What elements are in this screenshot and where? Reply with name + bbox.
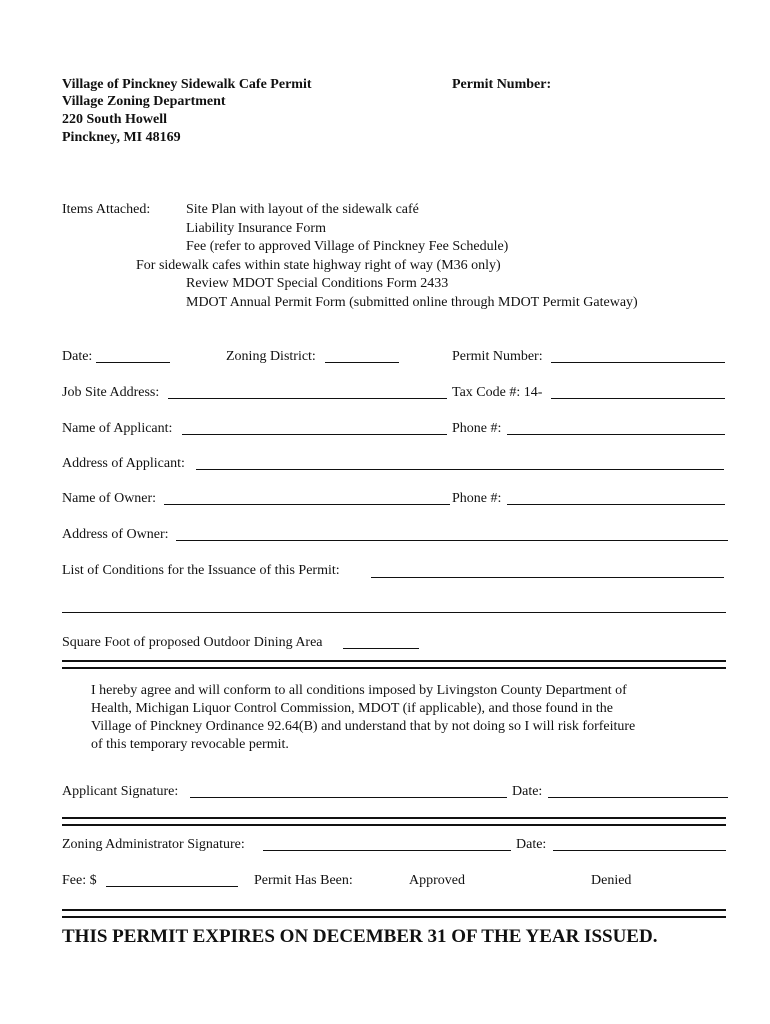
section-divider: [62, 660, 726, 669]
address-of-applicant-field[interactable]: [196, 469, 724, 470]
square-foot-field[interactable]: [343, 648, 419, 649]
agreement-line-1: I hereby agree and will conform to all conditions imposed by Livingston County Department of: [91, 683, 627, 698]
header-department: Village Zoning Department: [62, 94, 226, 109]
item-mdot-review: Review MDOT Special Conditions Form 2433: [186, 276, 449, 291]
conditions-field-continued[interactable]: [62, 612, 726, 613]
applicant-signature-label: Applicant Signature:: [62, 784, 179, 799]
denied-option[interactable]: Denied: [591, 873, 632, 888]
name-of-applicant-label: Name of Applicant:: [62, 421, 173, 436]
square-foot-label: Square Foot of proposed Outdoor Dining Area: [62, 635, 323, 650]
zoning-district-field[interactable]: [325, 362, 399, 363]
date-field[interactable]: [96, 362, 170, 363]
header-title: Village of Pinckney Sidewalk Cafe Permit: [62, 77, 312, 92]
agreement-line-3: Village of Pinckney Ordinance 92.64(B) and understand that by not doing so I will risk forfeiture: [91, 719, 636, 734]
permit-number-field[interactable]: [551, 362, 725, 363]
expiry-notice: THIS PERMIT EXPIRES ON DECEMBER 31 OF THE YEAR ISSUED.: [62, 926, 658, 947]
header-permit-number-label: Permit Number:: [452, 77, 552, 92]
tax-code-field[interactable]: [551, 398, 725, 399]
agreement-line-4: of this temporary revocable permit.: [91, 737, 289, 752]
applicant-signature-field[interactable]: [190, 797, 507, 798]
job-site-address-label: Job Site Address:: [62, 385, 160, 400]
name-of-owner-label: Name of Owner:: [62, 491, 157, 506]
item-site-plan: Site Plan with layout of the sidewalk café: [186, 202, 419, 217]
phone-owner-field[interactable]: [507, 504, 725, 505]
item-liability-insurance: Liability Insurance Form: [186, 221, 326, 236]
approved-option[interactable]: Approved: [409, 873, 465, 888]
agreement-line-2: Health, Michigan Liquor Control Commission, MDOT (if applicable), and those found in the: [91, 701, 613, 716]
address-of-owner-label: Address of Owner:: [62, 527, 169, 542]
applicant-date-label: Date:: [512, 784, 543, 799]
zoning-admin-signature-field[interactable]: [263, 850, 511, 851]
job-site-address-field[interactable]: [168, 398, 447, 399]
address-of-applicant-label: Address of Applicant:: [62, 456, 185, 471]
name-of-owner-field[interactable]: [164, 504, 450, 505]
name-of-applicant-field[interactable]: [182, 434, 447, 435]
item-state-highway-note: For sidewalk cafes within state highway right of way (M36 only): [136, 258, 501, 273]
section-divider: [62, 817, 726, 826]
zoning-admin-date-field[interactable]: [553, 850, 726, 851]
item-fee: Fee (refer to approved Village of Pinckney Fee Schedule): [186, 239, 509, 254]
phone-owner-label: Phone #:: [452, 491, 502, 506]
tax-code-label: Tax Code #: 14-: [452, 385, 543, 400]
header-street: 220 South Howell: [62, 112, 168, 127]
phone-applicant-field[interactable]: [507, 434, 725, 435]
items-attached-label: Items Attached:: [62, 202, 151, 217]
zoning-district-label: Zoning District:: [226, 349, 316, 364]
zoning-admin-date-label: Date:: [516, 837, 547, 852]
zoning-admin-signature-label: Zoning Administrator Signature:: [62, 837, 245, 852]
section-divider: [62, 909, 726, 918]
fee-field[interactable]: [106, 886, 238, 887]
permit-has-been-label: Permit Has Been:: [254, 873, 353, 888]
conditions-label: List of Conditions for the Issuance of this Permit:: [62, 563, 340, 578]
conditions-field[interactable]: [371, 577, 724, 578]
fee-label: Fee: $: [62, 873, 97, 888]
permit-number-label: Permit Number:: [452, 349, 543, 364]
phone-applicant-label: Phone #:: [452, 421, 502, 436]
address-of-owner-field[interactable]: [176, 540, 728, 541]
header-city: Pinckney, MI 48169: [62, 130, 181, 145]
applicant-date-field[interactable]: [548, 797, 728, 798]
item-mdot-annual-permit: MDOT Annual Permit Form (submitted online through MDOT Permit Gateway): [186, 295, 638, 310]
date-label: Date:: [62, 349, 93, 364]
